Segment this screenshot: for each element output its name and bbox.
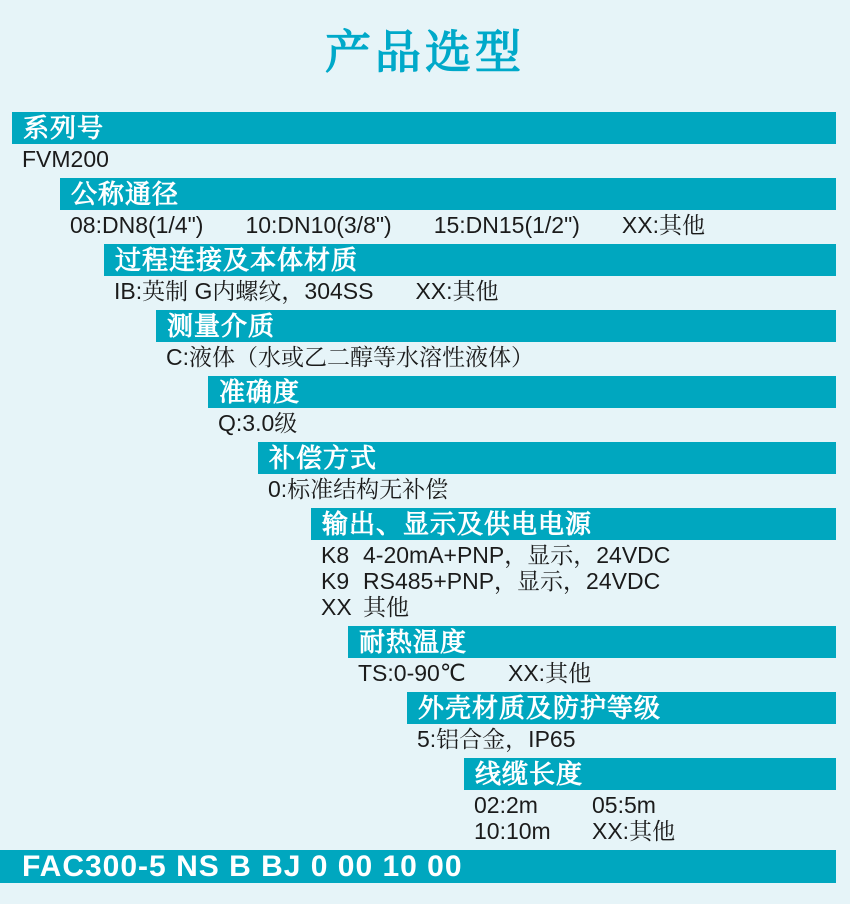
selection-table: [0, 112, 850, 844]
section-header-bar: [156, 310, 836, 342]
section-options: [70, 212, 850, 238]
section-header-bar: [311, 508, 836, 540]
option-item: 10:DN10(3/8"): [245, 212, 392, 238]
option-row: [417, 726, 850, 752]
section-options: [358, 660, 850, 686]
section-header-bar: [348, 626, 836, 658]
selection-section: [0, 626, 850, 686]
section-header-bar: [464, 758, 836, 790]
section-options: [268, 476, 850, 502]
option-item: XX:其他: [592, 818, 676, 844]
option-row: [70, 212, 850, 238]
section-header-bar: [104, 244, 836, 276]
option-item: 02:2m: [474, 792, 538, 818]
option-item: RS485+PNP，显示，24VDC: [363, 568, 661, 594]
option-item: 05:5m: [592, 792, 656, 818]
section-options: [218, 410, 850, 436]
option-row: [321, 542, 850, 568]
selection-section: [0, 758, 850, 844]
section-title: 测量介质: [167, 311, 276, 341]
selection-section: [0, 508, 850, 620]
option-item: IB:英制 G内螺纹，304SS: [114, 278, 374, 304]
section-options: [321, 542, 850, 620]
section-options: [114, 278, 850, 304]
section-header-bar: [208, 376, 836, 408]
option-item: 4-20mA+PNP，显示，24VDC: [363, 542, 671, 568]
selection-section: [0, 178, 850, 238]
section-title: 过程连接及本体材质: [115, 245, 359, 275]
option-item: 10:10m: [474, 818, 551, 844]
section-title: 系列号: [23, 113, 105, 143]
option-item: K9: [321, 568, 350, 594]
option-item: K8: [321, 542, 350, 568]
selection-section: [0, 692, 850, 752]
page-title: 产品选型: [325, 26, 525, 78]
option-row: [474, 792, 850, 818]
option-row: [166, 344, 850, 370]
option-row: [321, 568, 850, 594]
section-options: [22, 146, 850, 172]
section-title: 线缆长度: [475, 759, 584, 789]
section-options: [166, 344, 850, 370]
option-item: XX:其他: [415, 278, 499, 304]
order-code-bar: [0, 850, 836, 883]
section-options: [417, 726, 850, 752]
selection-section: [0, 376, 850, 436]
section-header-bar: [407, 692, 836, 724]
section-title: 输出、显示及供电电源: [322, 509, 593, 539]
option-item: 其他: [363, 594, 409, 620]
option-row: [358, 660, 850, 686]
option-item: 0:标准结构无补偿: [268, 476, 449, 502]
order-code: FAC300-5 NS B BJ 0 00 10 00: [22, 850, 463, 883]
section-title: 准确度: [219, 377, 301, 407]
option-item: 15:DN15(1/2"): [433, 212, 580, 238]
selection-section: [0, 310, 850, 370]
option-item: C:液体（水或乙二醇等水溶性液体）: [166, 344, 534, 370]
section-title: 耐热温度: [359, 627, 468, 657]
option-row: [218, 410, 850, 436]
section-title: 外壳材质及防护等级: [418, 693, 662, 723]
section-options: [474, 792, 850, 844]
option-item: FVM200: [22, 146, 109, 172]
option-item: 08:DN8(1/4"): [70, 212, 204, 238]
section-header-bar: [12, 112, 836, 144]
section-header-bar: [258, 442, 836, 474]
option-row: [321, 594, 850, 620]
option-row: [474, 818, 850, 844]
option-item: XX:其他: [621, 212, 705, 238]
option-item: XX:其他: [508, 660, 592, 686]
selection-section: [0, 442, 850, 502]
option-item: Q:3.0级: [218, 410, 298, 436]
section-title: 补偿方式: [269, 443, 378, 473]
selection-section: [0, 244, 850, 304]
option-row: [268, 476, 850, 502]
selection-section: [0, 112, 850, 172]
option-item: TS:0-90℃: [358, 660, 466, 686]
option-row: [22, 146, 850, 172]
section-header-bar: [60, 178, 836, 210]
option-item: 5:铝合金，IP65: [417, 726, 576, 752]
option-row: [114, 278, 850, 304]
option-item: XX: [321, 594, 352, 620]
section-title: 公称通径: [71, 179, 180, 209]
